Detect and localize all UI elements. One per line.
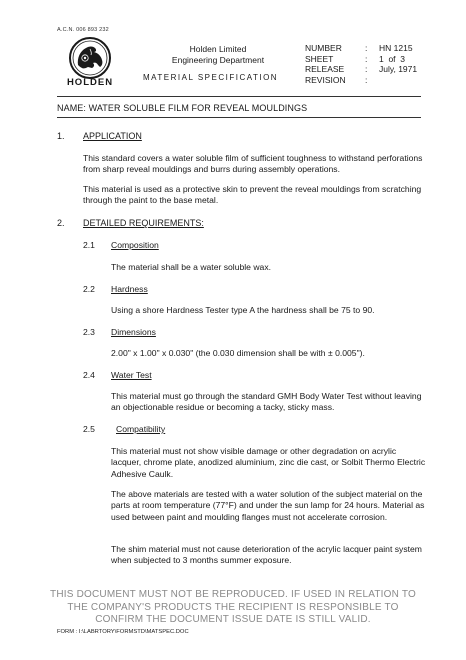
meta-value: 1 of 3 — [379, 53, 405, 64]
meta-value: July, 1971 — [379, 64, 418, 74]
notice-line-3: CONFIRM THE DOCUMENT ISSUE DATE IS STILL VALID. — [95, 614, 371, 625]
meta-key: REVISION — [305, 74, 346, 85]
subsection-title-dimensions: Dimensions — [111, 327, 156, 337]
form-path: FORM : I:\LABRTORY\FORMSTD\MATSPEC.DOC — [57, 629, 189, 635]
subsection-title-water-test: Water Test — [111, 370, 152, 380]
subsection-number: 2.5 — [83, 424, 95, 434]
meta-colon: : — [365, 64, 368, 74]
notice-line-1: THIS DOCUMENT MUST NOT BE REPRODUCED. IF USED IN RELATION TO — [50, 589, 416, 600]
paragraph: Using a shore Hardness Tester type A the hardness shall be 75 to 90. — [111, 305, 375, 315]
meta-colon: : — [365, 43, 368, 53]
subsection-number: 2.4 — [83, 370, 95, 380]
paragraph: The material shall be a water soluble wax. — [111, 262, 272, 272]
company-line-1: Holden Limited — [189, 44, 247, 54]
meta-row-release — [305, 64, 459, 75]
document-meta — [305, 43, 459, 85]
paragraph: This standard covers a water soluble film of sufficient toughness to withstand perforations from sharp reveal mouldings and burrs during assembly operations. — [83, 153, 423, 175]
meta-row-sheet — [305, 54, 459, 65]
header-divider — [57, 96, 421, 97]
section-number: 2. — [57, 218, 65, 228]
meta-row-revision — [305, 75, 459, 86]
reproduction-notice — [0, 589, 466, 627]
paragraph: 2.00" x 1.00" x 0.030" (the 0.030 dimension shall be with ± 0.005"). — [111, 348, 365, 358]
document-name: NAME: WATER SOLUBLE FILM FOR REVEAL MOULDINGS — [57, 103, 308, 113]
spec-label: MATERIAL SPECIFICATION — [143, 73, 279, 82]
section-number: 1. — [57, 131, 65, 141]
meta-row-number — [305, 43, 459, 54]
company-name — [148, 44, 288, 65]
meta-key: NUMBER — [305, 43, 342, 53]
paragraph: The above materials are tested with a water solution of the subject material on the parts at room temperature (77°F) and under the sun lamp for 24 hours. Material as used between paint and moulding flanges must not accelerate corrosion. — [111, 489, 425, 522]
holden-wordmark: HOLDEN — [66, 77, 114, 88]
subsection-title-hardness: Hardness — [111, 284, 148, 294]
company-line-2: Engineering Department — [171, 54, 265, 65]
paragraph: This material is used as a protective skin to prevent the reveal mouldings from scratching through the paint to the base metal. — [83, 184, 422, 206]
meta-colon: : — [365, 74, 368, 85]
subsection-number: 2.2 — [83, 284, 95, 294]
paragraph: The shim material must not cause deterioration of the acrylic lacquer paint system when subjected to 3 months summer exposure. — [111, 544, 422, 566]
company-number: A.C.N. 006 893 232 — [57, 27, 109, 33]
subsection-title-compatibility: Compatibility — [116, 424, 166, 434]
meta-value: HN 1215 — [379, 43, 413, 53]
paragraph: This material must not show visible damage or other degradation on acrylic lacquer, chrome plate, anodized aluminium, zinc die cast, or Solbit Thermo Electric Adhesive Caulk. — [111, 446, 426, 479]
subsection-number: 2.3 — [83, 327, 95, 337]
section-title-requirements: DETAILED REQUIREMENTS: — [83, 218, 204, 228]
paragraph: This material must go through the standard GMH Body Water Test without leaving an objectionable residue or becoming a tacky, sticky mass. — [111, 391, 422, 413]
name-divider — [57, 117, 421, 118]
section-title-application: APPLICATION — [83, 131, 142, 141]
subsection-number: 2.1 — [83, 240, 95, 250]
subsection-title-composition: Composition — [111, 240, 159, 250]
meta-value — [379, 75, 459, 86]
meta-key: RELEASE — [305, 64, 345, 74]
meta-key: SHEET — [305, 53, 334, 64]
notice-line-2: THE COMPANY'S PRODUCTS THE RECIPIENT IS RESPONSIBLE TO — [67, 601, 399, 613]
meta-colon: : — [365, 53, 368, 64]
